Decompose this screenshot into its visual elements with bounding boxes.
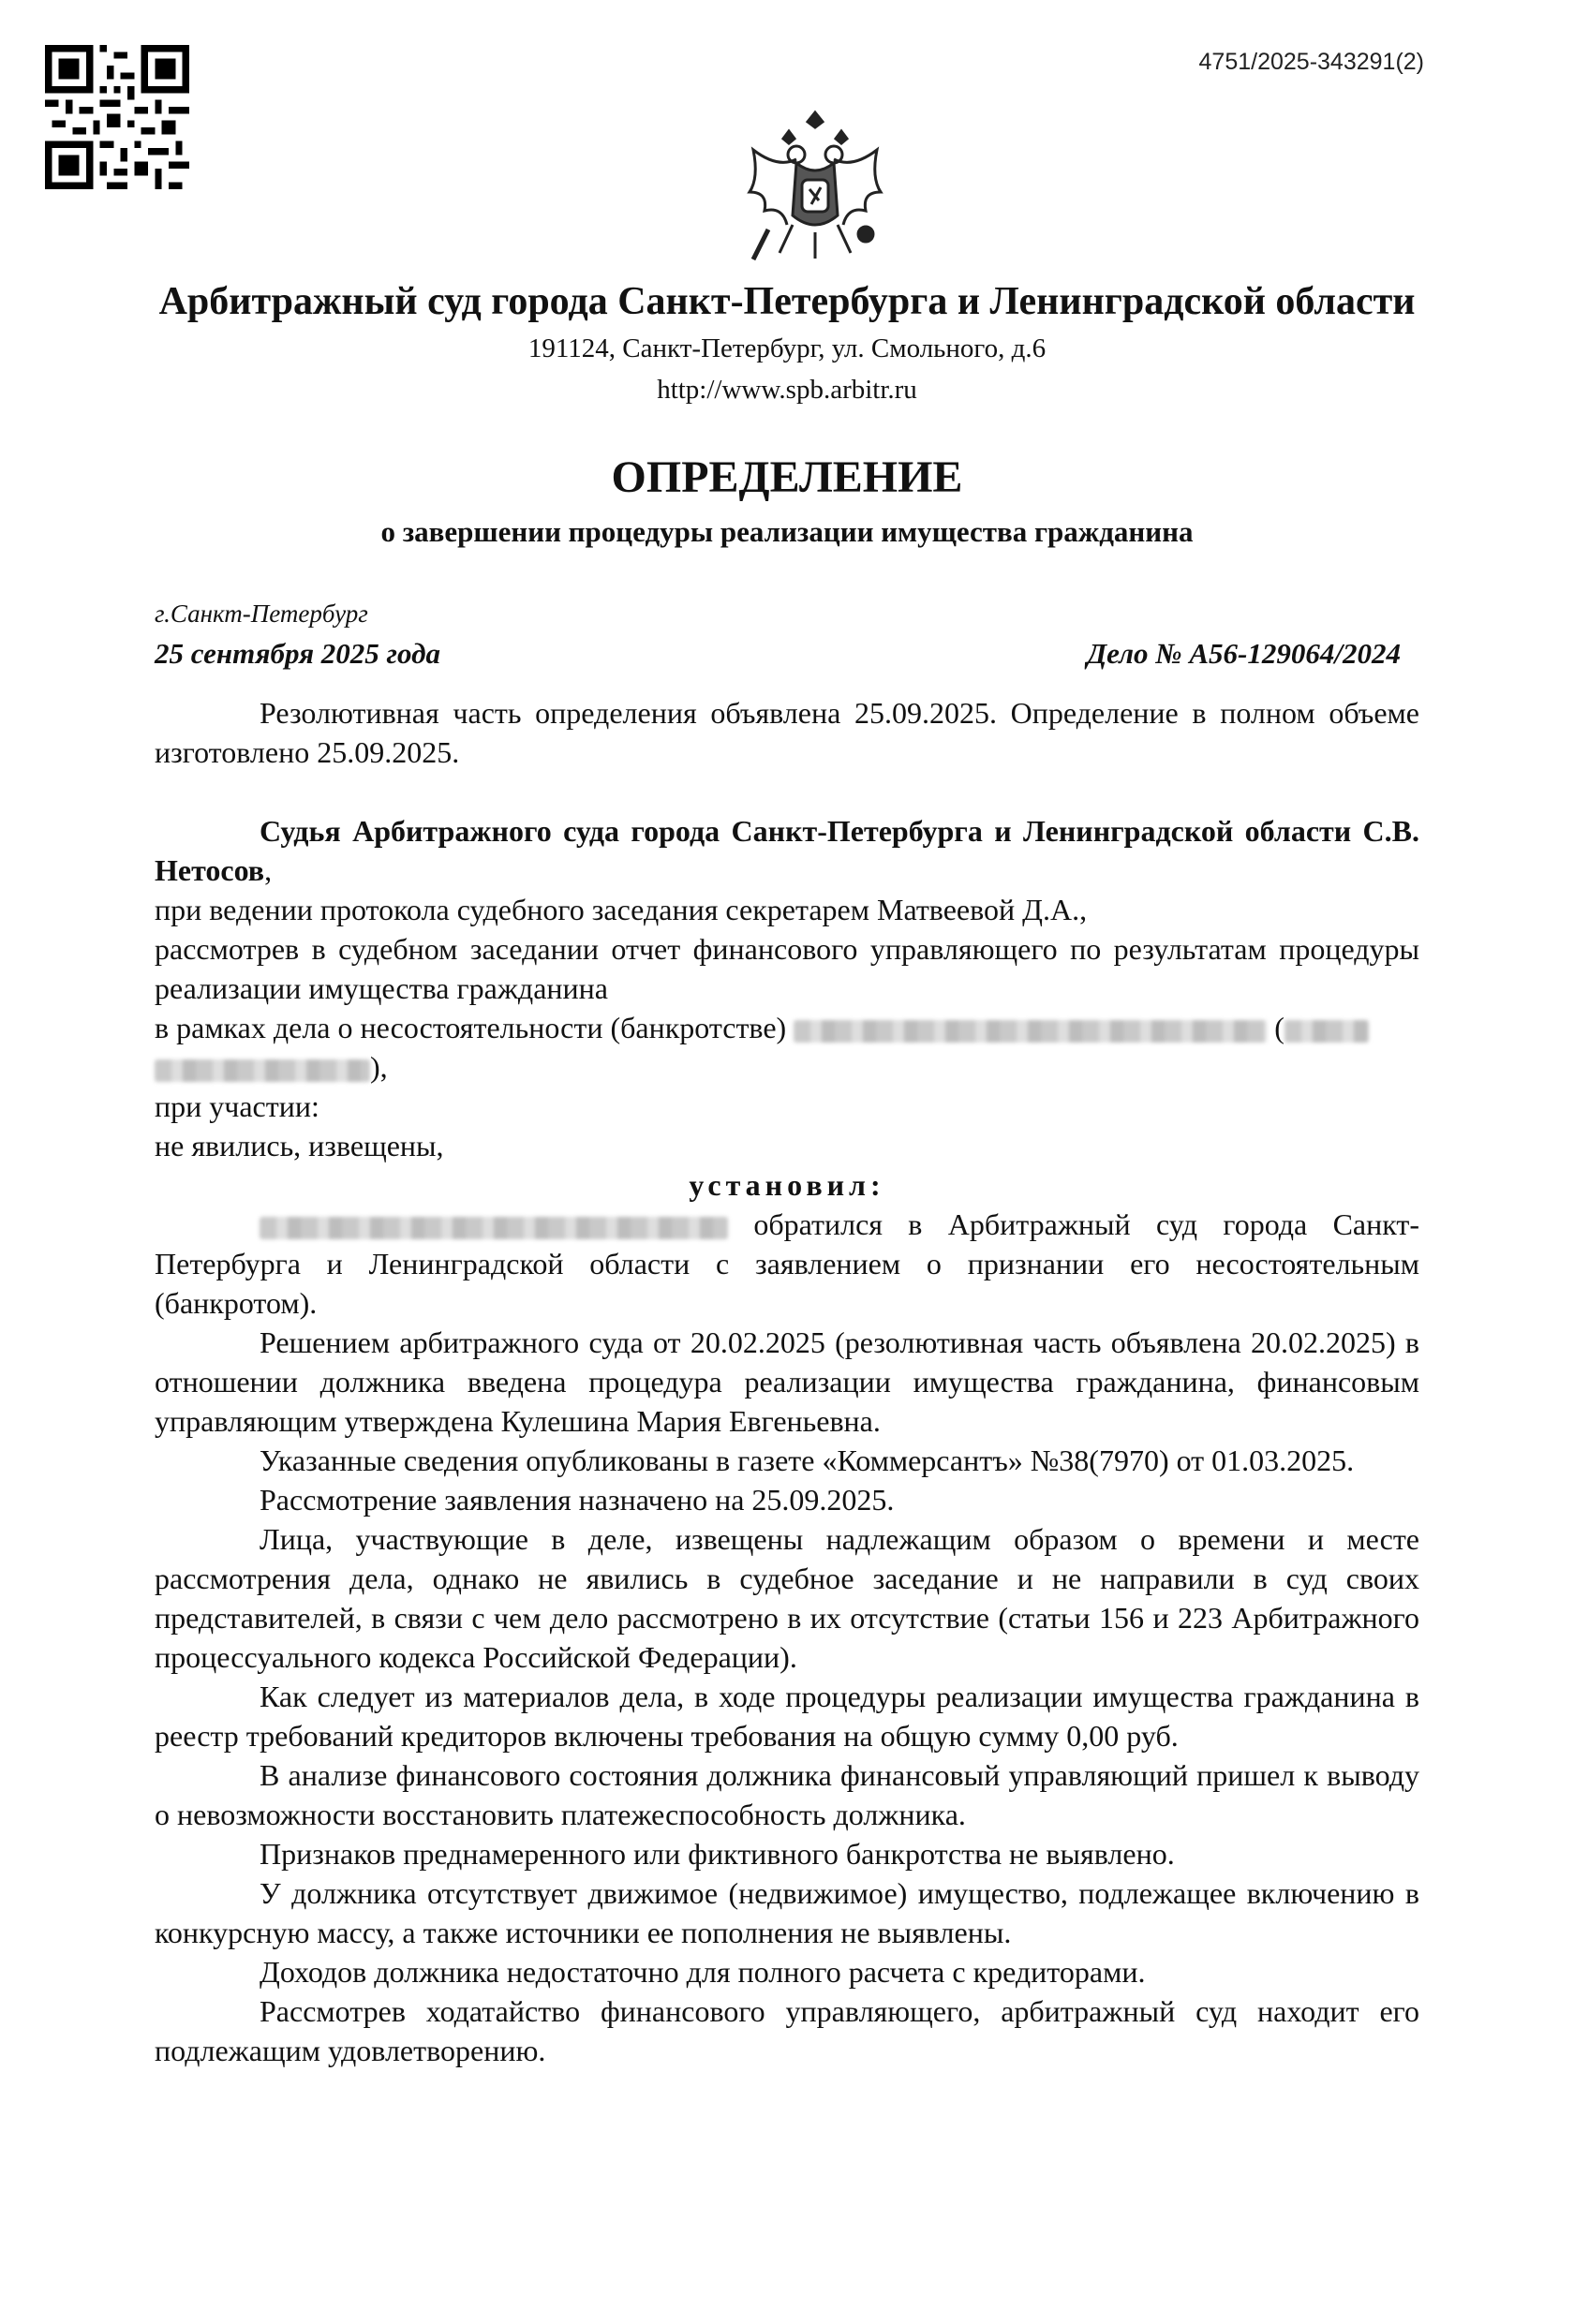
paragraph-creditors: Как следует из материалов дела, в ходе процедуры реализации имущества гражданина в реестр требований кредиторов включены требования на общую сумму 0,00 руб. xyxy=(155,1680,1419,1753)
redacted-id-cont xyxy=(155,1059,370,1082)
paragraph-no-fraud: Признаков преднамеренного или фиктивного банкротства не выявлено. xyxy=(260,1837,1175,1871)
paragraph-analysis: В анализе финансового состояния должника финансовый управляющий пришел к выводу о невозможности восстановить платежеспособность должника. xyxy=(155,1758,1419,1831)
court-url: http://www.spb.arbitr.ru xyxy=(657,375,917,405)
document-number: 4751/2025-343291(2) xyxy=(1198,49,1424,75)
paren-open: ( xyxy=(1274,1011,1284,1044)
paragraph-judge xyxy=(155,811,1419,890)
court-name: Арбитражный суд города Санкт-Петербурга и Ленинградской области xyxy=(158,280,1416,323)
paragraph-notified: Лица, участвующие в деле, извещены надлежащим образом о времени и месте рассмотрения дела, однако не явились в судебное заседание и не направили в суд своих представителей, в связи с чем дело рассмотрено в их отсутствие (статьи 156 и 223 Арбитражного процессуального кодекса Российской Федерации). xyxy=(155,1522,1419,1674)
court-address: 191124, Санкт-Петербург, ул. Смольного, д.6 xyxy=(527,333,1047,363)
line-attendance: при участии: xyxy=(155,1089,319,1123)
document-title: ОПРЕДЕЛЕНИЕ xyxy=(611,452,963,502)
paragraph-no-property: У должника отсутствует движимое (недвижимое) имущество, подлежащее включению в конкурсную массу, а также источники ее пополнения не выявлены. xyxy=(155,1876,1419,1949)
qr-code xyxy=(45,45,189,189)
redacted-id xyxy=(1284,1020,1369,1043)
redacted-debtor-name xyxy=(260,1217,728,1239)
coat-of-arms-icon xyxy=(740,103,890,272)
judge-name: Судья Арбитражного суда города Санкт-Петербурга и Ленинградской области С.В. Нетосов xyxy=(155,814,1419,887)
paragraph-income: Доходов должника недостаточно для полного расчета с кредиторами. xyxy=(260,1955,1146,1989)
case-scope-prefix: в рамках дела о несостоятельности (банкротстве) xyxy=(155,1011,787,1044)
line-absent: не явились, извещены, xyxy=(155,1129,444,1162)
paragraph-hearing-date: Рассмотрение заявления назначено на 25.09.2025. xyxy=(260,1483,895,1517)
line-considered: рассмотрев в судебном заседании отчет финансового управляющего по результатам процедуры реализации имущества гражданина xyxy=(155,932,1419,1005)
line-secretary: при ведении протокола судебного заседания секретарем Матвеевой Д.А., xyxy=(155,893,1088,926)
document-date: 25 сентября 2025 года xyxy=(155,637,440,670)
city-label: г.Санкт-Петербург xyxy=(155,600,368,628)
paragraph-announcement: Резолютивная часть определения объявлена 25.09.2025. Определение в полном объеме изготовлено 25.09.2025. xyxy=(155,696,1419,769)
paragraph-decision: Решением арбитражного суда от 20.02.2025 (резолютивная часть объявлена 20.02.2025) в отношении должника введена процедура реализации имущества гражданина, финансовым управляющим утверждена Кулешина Мария Евгеньевна. xyxy=(155,1325,1419,1438)
document-subtitle: о завершении процедуры реализации имущества гражданина xyxy=(380,515,1194,548)
redacted-name xyxy=(794,1020,1267,1043)
petition-text: обратился в Арбитражный суд города Санкт-Петербурга и Ленинградской области с заявлением о признании его несостоятельным (банкротом). xyxy=(155,1207,1420,1320)
case-number: Дело № А56-129064/2024 xyxy=(1086,637,1401,670)
document-body xyxy=(155,693,1419,2070)
paragraph-petition xyxy=(155,1205,1419,1323)
judge-comma: , xyxy=(264,853,273,887)
paragraph-publication: Указанные сведения опубликованы в газете «Коммерсантъ» №38(7970) от 01.03.2025. xyxy=(260,1443,1355,1477)
established-heading: установил: xyxy=(689,1168,885,1202)
line-case-scope xyxy=(155,1008,1419,1087)
case-scope-suffix: ), xyxy=(370,1050,388,1084)
paragraph-conclusion: Рассмотрев ходатайство финансового управляющего, арбитражный суд находит его подлежащим удовлетворению. xyxy=(155,1994,1419,2067)
